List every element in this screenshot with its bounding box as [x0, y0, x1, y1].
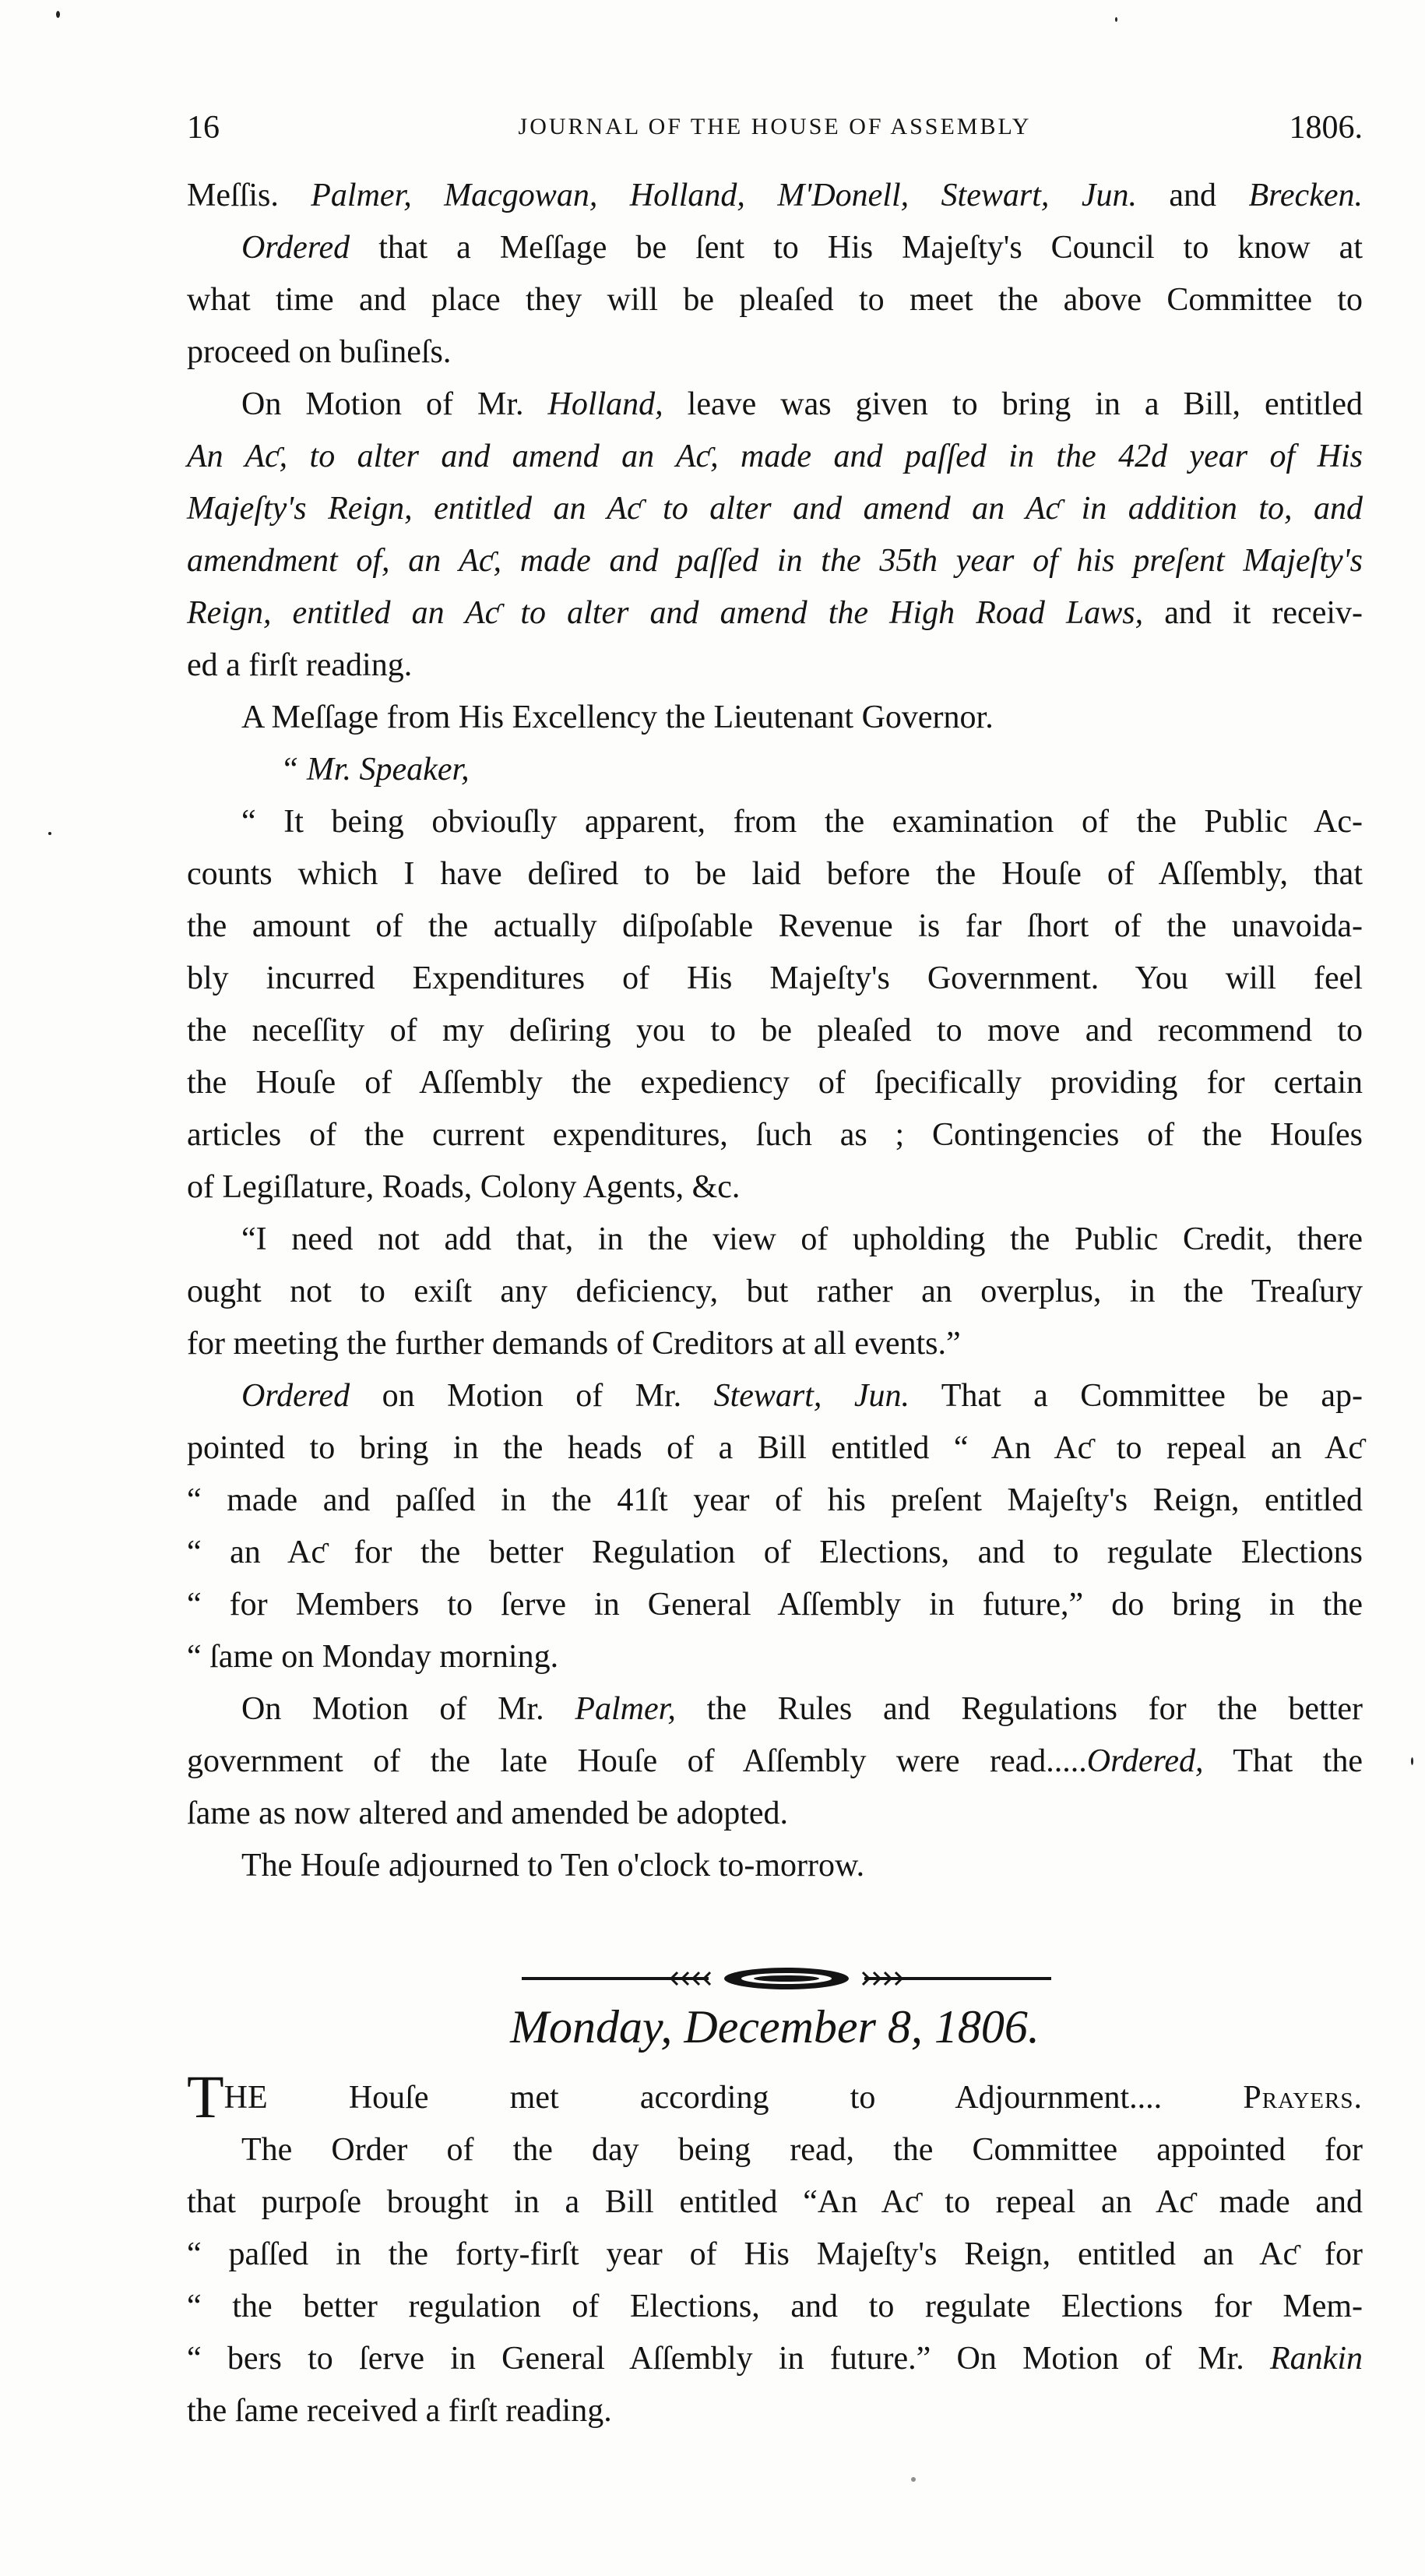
text-line: Ordered that a Meſſage be ſent to His Majeſty's Council to know at: [241, 230, 1363, 266]
text-line: that purpoſe brought in a Bill entitled “An Aƈ to repeal an Aƈ made and: [187, 2184, 1363, 2220]
text-line: the Houſe of Aſſembly the expediency of ſpecifically providing for certain: [187, 1065, 1363, 1101]
drop-cap: T: [187, 2063, 224, 2130]
text-line: of Legiſlature, Roads, Colony Agents, &c.: [187, 1169, 741, 1205]
proceedings-section-1: [187, 170, 1363, 1892]
text-line: the ſame received a firſt reading.: [187, 2393, 612, 2429]
text-line: articles of the current expenditures, ſuch as ; Contingencies of the Houſes: [187, 1117, 1363, 1153]
print-speck: [911, 2477, 916, 2482]
page-header: [187, 109, 1363, 156]
adjournment-line: The Houſe adjourned to Ten o'clock to-morrow.: [241, 1848, 865, 1884]
text-line: counts which I have deſired to be laid before the Houſe of Aſſembly, that: [187, 856, 1363, 892]
text-line: Meſſis. Palmer, Macgowan, Holland, M'Donell, Stewart, Jun. and Brecken.: [187, 178, 1363, 213]
text-line: An Aƈ, to alter and amend an Aƈ, made and paſſed in the 42d year of His: [187, 439, 1363, 474]
text-line: “ for Members to ſerve in General Aſſembly in future,” do bring in the: [187, 1587, 1363, 1623]
page-number: 16: [187, 110, 220, 146]
print-speck: [56, 11, 60, 18]
text-line: government of the late Houſe of Aſſembly were read.....Ordered, That the: [187, 1743, 1363, 1779]
text-line: THE Houſe met according to Adjournment.... Prayers.: [187, 2063, 1363, 2130]
text-line: amendment of, an Aƈ, made and paſſed in the 35th year of his preſent Majeſty's: [187, 543, 1363, 579]
running-title: JOURNAL OF THE HOUSE OF ASSEMBLY: [518, 114, 1032, 139]
print-speck: [1411, 1757, 1413, 1765]
proceedings-section-2: [187, 2063, 1363, 2437]
text-line: bly incurred Expenditures of His Majeſty's Government. You will feel: [187, 960, 1363, 996]
text-line: the amount of the actually diſpoſable Revenue is far ſhort of the unavoida-: [187, 908, 1363, 944]
date-heading: Monday, December 8, 1806.: [510, 2001, 1040, 2053]
text-line: “I need not add that, in the view of upholding the Public Credit, there: [241, 1221, 1363, 1257]
text-line: what time and place they will be pleaſed to meet the above Committee to: [187, 282, 1363, 318]
text-line: On Motion of Mr. Palmer, the Rules and Regulations for the better: [241, 1691, 1363, 1727]
print-speck: [1115, 17, 1117, 22]
text-line: proceed on buſineſs.: [187, 334, 452, 370]
text-line: “ made and paſſed in the 41ſt year of his preſent Majeſty's Reign, entitled: [187, 1482, 1363, 1518]
text-line: A Meſſage from His Excellency the Lieutenant Governor.: [241, 700, 994, 735]
text-line: ſame as now altered and amended be adopted.: [187, 1795, 789, 1831]
text-line: pointed to bring in the heads of a Bill entitled “ An Aƈ to repeal an Aƈ: [187, 1430, 1363, 1466]
text-line: Ordered on Motion of Mr. Stewart, Jun. That a Committee be ap-: [241, 1378, 1363, 1414]
text-line: Majeſty's Reign, entitled an Aƈ to alter and amend an Aƈ in addition to, and: [187, 491, 1363, 527]
print-speck: [48, 832, 51, 835]
speaker-salutation: “ Mr. Speaker,: [280, 752, 470, 788]
text-line: for meeting the further demands of Creditors at all events.”: [187, 1326, 961, 1362]
header-year: 1806.: [1289, 110, 1363, 146]
text-line: “ an Aƈ for the better Regulation of Elections, and to regulate Elections: [187, 1535, 1363, 1570]
text-line: Reign, entitled an Aƈ to alter and amend the High Road Laws, and it receiv-: [187, 595, 1363, 631]
text-line: ought not to exiſt any deficiency, but rather an overplus, in the Treaſury: [187, 1274, 1363, 1309]
text-line: “ ſame on Monday morning.: [187, 1639, 559, 1675]
text-line: The Order of the day being read, the Committee appointed for: [241, 2132, 1363, 2168]
text-line: the neceſſity of my deſiring you to be pleaſed to move and recommend to: [187, 1013, 1363, 1048]
text-line: “ bers to ſerve in General Aſſembly in future.” On Motion of Mr. Rankin: [187, 2341, 1363, 2377]
text-line: “ the better regulation of Elections, and to regulate Elections for Mem-: [187, 2289, 1363, 2324]
text-line: “ paſſed in the forty-firſt year of His Majeſty's Reign, entitled an Aƈ for: [187, 2236, 1363, 2272]
ornamental-divider: [522, 1963, 1051, 1994]
text-line: ed a firſt reading.: [187, 647, 413, 683]
text-line: “ It being obviouſly apparent, from the examination of the Public Ac-: [241, 804, 1363, 840]
text-line: On Motion of Mr. Holland, leave was given to bring in a Bill, entitled: [241, 386, 1363, 422]
